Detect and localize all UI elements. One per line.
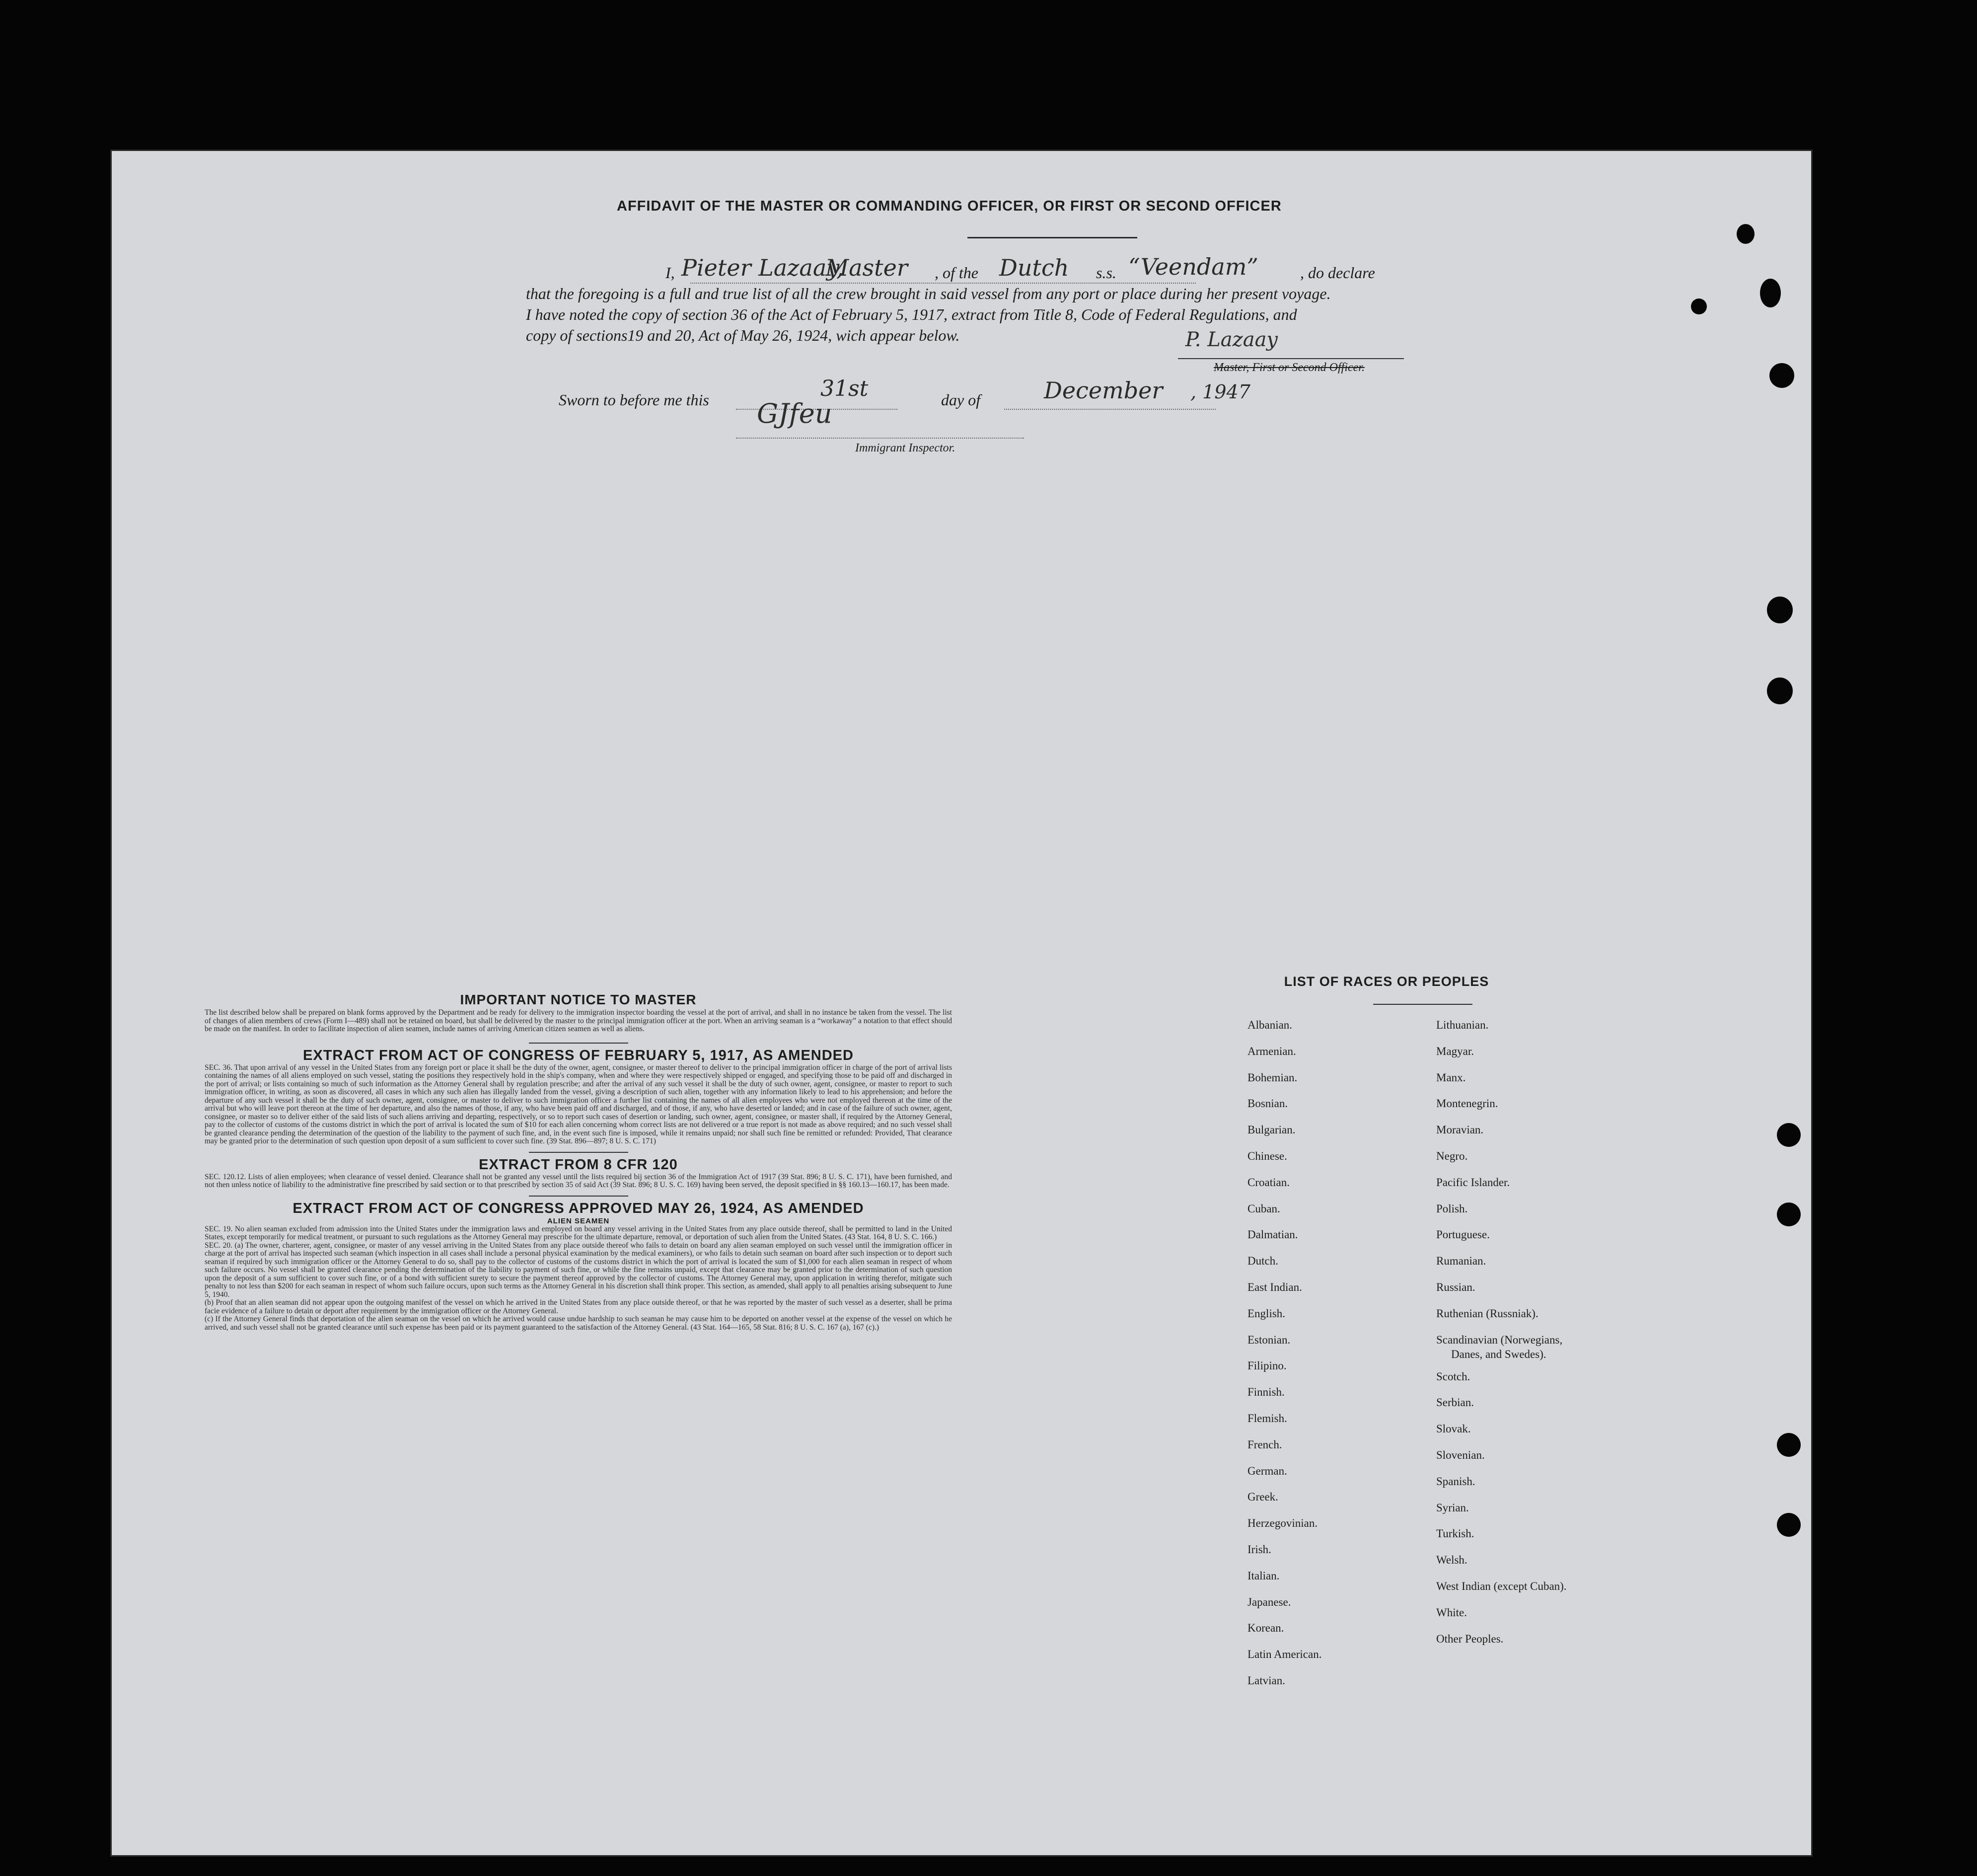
- race-item: Estonian.: [1247, 1333, 1291, 1346]
- race-item: German.: [1247, 1464, 1287, 1477]
- legal-notices: [205, 992, 952, 1332]
- race-item: Irish.: [1247, 1543, 1271, 1556]
- race-item: Croatian.: [1247, 1176, 1290, 1189]
- race-item: Italian.: [1247, 1569, 1280, 1582]
- race-item: Finnish.: [1247, 1386, 1285, 1399]
- punch-hole: [1777, 1433, 1801, 1457]
- extract-8cfr-text: SEC. 120.12. Lists of alien employees; when clearance of vessel denied. Clearance shall not be granted any vessel until the lists required bij section 36 of the Immigration Act of 1917 (39 Stat. 896; 8 U. S. C. 171), have been furnished, and not then unless notice of liability to the administrative fine prescribed by said section or to that prescribed by section 35 of said Act (39 Stat. 896; 8 U. S. C. 169) having been served, the deposit specified in §§ 160.13—160.17, has been made.: [205, 1172, 952, 1189]
- race-item: Armenian.: [1247, 1045, 1296, 1057]
- race-item: Flemish.: [1247, 1412, 1287, 1425]
- race-item: Magyar.: [1436, 1045, 1474, 1057]
- race-item: Montenegrin.: [1436, 1097, 1498, 1110]
- punch-hole: [1777, 1202, 1801, 1226]
- title-rule: [967, 237, 1137, 238]
- punch-hole: [1760, 279, 1781, 307]
- race-item: Rumanian.: [1436, 1255, 1486, 1268]
- race-item: Russian.: [1436, 1281, 1475, 1293]
- extract-1924-subtitle: ALIEN SEAMEN: [547, 1216, 610, 1225]
- race-item: Chinese.: [1247, 1150, 1287, 1162]
- month-blank: [1004, 409, 1216, 410]
- race-item: Bohemian.: [1247, 1071, 1298, 1084]
- race-item: Negro.: [1436, 1150, 1468, 1162]
- affidavit-line2: that the foregoing is a full and true list of all the crew brought in said vessel from any port or place during her present voyage.: [526, 285, 1331, 302]
- race-item: Manx.: [1436, 1071, 1466, 1084]
- punch-hole: [1691, 299, 1707, 314]
- race-item: Welsh.: [1436, 1554, 1467, 1567]
- race-item: Portuguese.: [1436, 1228, 1490, 1241]
- race-item: Spanish.: [1436, 1475, 1475, 1488]
- master-name: Pieter Lazaay,: [681, 254, 844, 281]
- sworn-day: 31st: [820, 376, 869, 401]
- punch-hole: [1777, 1123, 1801, 1147]
- race-item: Herzegovinian.: [1247, 1517, 1318, 1530]
- race-item: Pacific Islander.: [1436, 1176, 1510, 1189]
- inspector-caption: Immigrant Inspector.: [855, 442, 955, 454]
- rank: Master: [825, 254, 908, 281]
- race-item: Danes, and Swedes).: [1451, 1348, 1546, 1360]
- affidavit-line4: copy of sections19 and 20, Act of May 26, 1924, wich appear below.: [526, 326, 960, 344]
- race-item: Filipino.: [1247, 1359, 1287, 1372]
- race-item: Cuban.: [1247, 1202, 1280, 1215]
- race-item: Korean.: [1247, 1622, 1284, 1635]
- of-the-text: , of the: [935, 264, 978, 282]
- notice-title: IMPORTANT NOTICE TO MASTER: [460, 992, 697, 1007]
- master-signature: P. Lazaay: [1185, 328, 1278, 351]
- extract-8cfr-rule: [529, 1196, 628, 1197]
- punch-hole: [1737, 224, 1755, 244]
- races-right-column: [1436, 1019, 1684, 1813]
- race-item: Latvian.: [1247, 1674, 1285, 1687]
- day-of-text: day of: [941, 391, 981, 409]
- race-item: Slovenian.: [1436, 1448, 1485, 1461]
- extract-1924-para-2: SEC. 20. (a) The owner, charterer, agent, consignee, or master of any vessel arriving in the United States from any place outside thereof who fails to detain on board any alien seaman employed on such vessel until the immigration officer in charge at the port of arrival has inspected such seaman (which inspection in all cases shall include a personal physical examination by the medical examiners), or who fails to detain such seaman on board after such inspection or to deport such seaman if required by such immigration officer or the Attorney General to do so, shall pay to the collector of customs of the customs district in which the port of arrival is located the sum of $1,000 for each alien seaman in respect of whom such failure occurs. No vessel shall be granted clearance pending the determination of the liability to payment of such fine, or while the fine remains unpaid, except that clearance may be granted prior to the determination of such question upon the deposit of a sum sufficient to cover such fine, or of a bond with sufficient surety to secure the payment thereof approved by the collector of customs. The Attorney General may, upon application in writing therefor, mitigate such penalty to not less than $200 for each seaman in respect of whom such failure occurs, upon such terms as the Attorney General in his discretion shall think proper. This section, as amended, shall apply to all penalties arising subsequent to June 5, 1940.: [205, 1241, 952, 1299]
- race-item: Turkish.: [1436, 1527, 1474, 1540]
- sworn-text: Sworn to before me this: [559, 391, 709, 409]
- race-item: Other Peoples.: [1436, 1632, 1504, 1645]
- race-item: White.: [1436, 1606, 1467, 1619]
- inspector-line: [736, 438, 1024, 439]
- extract-1924-title: EXTRACT FROM ACT OF CONGRESS APPROVED MAY 26, 1924, AS AMENDED: [293, 1200, 864, 1216]
- document-sheet: [110, 150, 1813, 1857]
- race-item: Scotch.: [1436, 1370, 1470, 1383]
- signature-line: [1178, 358, 1404, 359]
- race-item: Latin American.: [1247, 1648, 1322, 1661]
- race-item: Slovak.: [1436, 1423, 1471, 1435]
- inspector-signature: GJfeu: [757, 398, 832, 429]
- race-item: English.: [1247, 1307, 1286, 1320]
- punch-hole: [1767, 677, 1793, 704]
- extract-1917-title: EXTRACT FROM ACT OF CONGRESS OF FEBRUARY 5, 1917, AS AMENDED: [303, 1047, 854, 1063]
- race-item: Moravian.: [1436, 1124, 1484, 1136]
- notice-text: The list described below shall be prepared on blank forms approved by the Department and be ready for delivery to the immigration inspector boarding the vessel at the port of arrival, and shall in no instance be taken from the vessel. The list of changes of alien members of crews (Form I—489) shall not be retained on board, but shall be delivered by the master to the principal immigration officer at the port. When an arriving seaman is a “workaway” a notation to that effect should be made on the manifest. In order to facilitate inspection of alien seamen, include names of arriving American citizen seamen as well as aliens.: [205, 1008, 952, 1033]
- race-item: Bosnian.: [1247, 1097, 1288, 1110]
- do-declare-text: , do declare: [1300, 264, 1375, 282]
- extract-1924-para-4: (c) If the Attorney General finds that deportation of the alien seaman on the vessel on which he arrived would cause undue hardship to such seaman he may cause him to be deported on another vessel at the expense of the vessel on which he arrived, and such vessel shall not be granted clearance until such expense has been paid or its payment guaranteed to the satisfaction of the Attorney General. (43 Stat. 164—165, 58 Stat. 816; 8 U. S. C. 167 (a), 167 (c).): [205, 1315, 952, 1332]
- affidavit-line3: I have noted the copy of section 36 of the Act of February 5, 1917, extract from Title 8, Code of Federal Regulations, and: [526, 305, 1297, 323]
- sworn-year: , 1947: [1190, 381, 1250, 403]
- extract-1917-text: SEC. 36. That upon arrival of any vessel in the United States from any foreign port or place it shall be the duty of the owner, agent, consignee, or master thereof to deliver to the principal immigration officer in charge of the port of arrival lists containing the names of all aliens employed on such vessel, stating the positions they respectively hold in the ship's company, when and where they were respectively shipped or engaged, and specifying those to be paid off and discharged in the port of arrival; or lists containing so much of such information as the Attorney General shall by regulation prescribe; and after the arrival of any such vessel it shall be the duty of such owner, agent, consignee, or master to report to such immigration officer, in writing, as soon as discovered, all cases in which any such alien has illegally landed from the vessel, giving a description of such alien, together with any information likely to lead to his apprehension; and before the departure of any such vessel it shall be the duty of such owner, agent, consignee, or master to deliver to such immigration officer a further list containing the names of all alien employees who were not employed thereon at the time of the arrival but who will leave port thereon at the time of her departure, and also the names of those, if any, who have been paid off and discharged, and of those, if any, who have deserted or landed; and in case of the failure of such owner, agent, consignee, or master so to deliver either of the said lists of such aliens arriving and departing, respectively, or so to report such cases of desertion or landing, such owner, agent, consignee, or master shall, if required by the Attorney General, pay to the collector of customs of the customs district in which the port of arrival is located the sum of $10 for each alien concerning whom correct lists are not delivered or a true report is not made as above required; and no such vessel shall be granted clearance pending the determination of the question of the liability to the payment of such fine, and, in the event such fine is imposed, while it remains unpaid; nor shall such fine be remitted or refunded: Provided, That clearance may be granted prior to the determination of such question upon deposit of a sum sufficient to cover such fine. (39 Stat. 896—897; 8 U. S. C. 171): [205, 1063, 952, 1145]
- vessel-name: “Veendam”: [1128, 253, 1258, 280]
- extract-1924-para-3: (b) Proof that an alien seaman did not appear upon the outgoing manifest of the vessel on which he arrived in the United States from any place outside thereof, or that he was reported by the master of such vessel as a deserter, shall be prima facie evidence of a failure to detain or deport after requirement by the immigration officer or the Attorney General.: [205, 1298, 952, 1315]
- races-title: LIST OF RACES OR PEOPLES: [1284, 974, 1489, 989]
- notice-rule: [529, 1043, 628, 1044]
- race-item: Scandinavian (Norwegians,: [1436, 1333, 1563, 1346]
- race-item: Dutch.: [1247, 1255, 1278, 1268]
- race-item: Polish.: [1436, 1202, 1468, 1215]
- nationality: Dutch: [999, 254, 1069, 281]
- extract-1917-rule: [529, 1152, 628, 1153]
- race-item: Bulgarian.: [1247, 1124, 1296, 1136]
- punch-hole: [1769, 363, 1794, 388]
- race-item: French.: [1247, 1438, 1282, 1451]
- affidavit-title: AFFIDAVIT OF THE MASTER OR COMMANDING OFFICER, OR FIRST OR SECOND OFFICER: [617, 198, 1282, 214]
- extract-1924-para-1: SEC. 19. No alien seaman excluded from admission into the United States under the immigration laws and employed on board any vessel arriving in the United States from any place outside thereof, shall be permitted to land in the United States, except temporarily for medical treatment, or pursuant to such regulations as the Attorney General may prescribe for the ultimate departure, removal, or deportation of such alien from the United States. (43 Stat. 164, 8 U. S. C. 166.): [205, 1224, 952, 1241]
- race-item: Dalmatian.: [1247, 1228, 1298, 1241]
- race-item: Syrian.: [1436, 1501, 1469, 1514]
- race-item: East Indian.: [1247, 1281, 1302, 1293]
- race-item: Greek.: [1247, 1491, 1278, 1503]
- affidavit-line1: [557, 253, 1600, 285]
- race-item: Albanian.: [1247, 1019, 1293, 1031]
- race-item: Serbian.: [1436, 1396, 1474, 1409]
- race-item: Japanese.: [1247, 1595, 1291, 1608]
- races-left-column: [1247, 1019, 1426, 1813]
- sworn-month: December: [1044, 377, 1163, 404]
- race-item: West Indian (except Cuban).: [1436, 1579, 1567, 1592]
- races-rule: [1373, 1004, 1472, 1005]
- extract-8cfr-title: EXTRACT FROM 8 CFR 120: [479, 1156, 678, 1173]
- ss-text: s.s.: [1096, 264, 1116, 282]
- signature-caption: Master, First or Second Officer.: [1214, 361, 1365, 374]
- race-item: Lithuanian.: [1436, 1019, 1489, 1031]
- race-item: Ruthenian (Russniak).: [1436, 1307, 1538, 1320]
- prefix-i: I,: [665, 264, 675, 282]
- punch-hole: [1767, 597, 1793, 623]
- punch-hole: [1777, 1513, 1801, 1537]
